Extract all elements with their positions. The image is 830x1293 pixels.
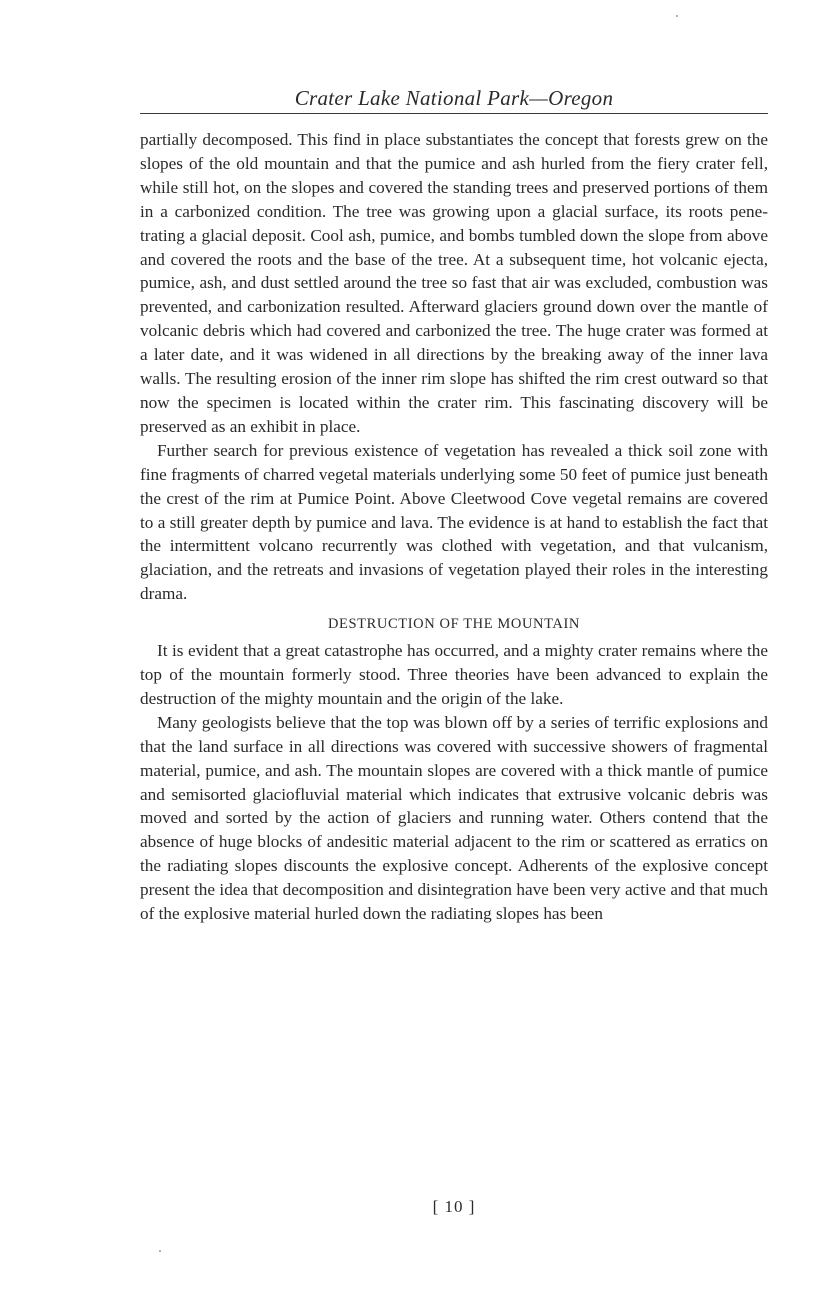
section-heading: DESTRUCTION OF THE MOUNTAIN [327, 616, 580, 633]
scan-speck [159, 1250, 161, 1252]
running-head: Crater Lake National Park—Oregon [140, 85, 768, 114]
page [140, 85, 768, 1216]
paragraph: Many geologists believe that the top was blown off by a series of terrific explosions and that the land surface in all directions was covered with successive showers of fragmental material, pumice, and ash. The mountain slopes are covered with a thick mantle of pumice and semisorted glaciofluvial material which indicates that extrusive volcanic debris was moved and sorted by the action of glaciers and running water. Others contend that the absence of huge blocks of andesitic material adjacent to the rim or scattered as erratics on the radiating slopes discounts the explosive concept. Adherents of the explosive concept present the idea that decomposition and disintegration have been very active and that much of the explosive material hurled down the radiating slopes has been [140, 712, 768, 924]
scan-speck [676, 15, 678, 17]
paragraph: It is evident that a great catastrophe has occurred, and a mighty crater remains where the top of the mountain formerly stood. Three theories have been advanced to explain the destruction of the mighty mountain and the origin of the lake. [140, 641, 768, 708]
paragraph: partially decomposed. This find in place substantiates the concept that forests grew on the slopes of the old mountain and that the pumice and ash hurled from the fiery crater fell, while still hot, on the slopes and covered the standing trees and preserved portions of them in a carbonized condition. The tree was growing upon a glacial surface, its roots penetrating a glacial deposit. Cool ash, pumice, and bombs tumbled down the slope from above and covered the roots and the base of the tree. At a subsequent time, hot volcanic ejecta, pumice, ash, and dust settled around the tree so fast that air was excluded, combustion was prevented, and carbonization resulted. Afterward glaciers ground down over the mantle of volcanic debris which had covered and carbonized the tree. The huge crater was formed at a later date, and it was widened in all directions by the breaking away of the inner lava walls. The resulting erosion of the inner rim slope has shifted the rim crest outward so that now the specimen is located within the crater rim. This fascinating discovery will be preserved as an exhibit in place. [140, 130, 768, 436]
body-text [140, 128, 768, 926]
paragraph: Further search for previous existence of vegetation has revealed a thick soil zone with fine fragments of charred vegetal materials underlying some 50 feet of pumice just beneath the crest of the rim at Pumice Point. Above Cleetwood Cove vegetal remains are covered to a still greater depth by pumice and lava. The evidence is at hand to establish the fact that the intermittent volcano recurrently was clothed with vegetation, and that vulcanism, glaciation, and the retreats and invasions of vegetation played their roles in the interesting drama. [140, 440, 768, 604]
page-number: [ 10 ] [432, 1197, 476, 1216]
